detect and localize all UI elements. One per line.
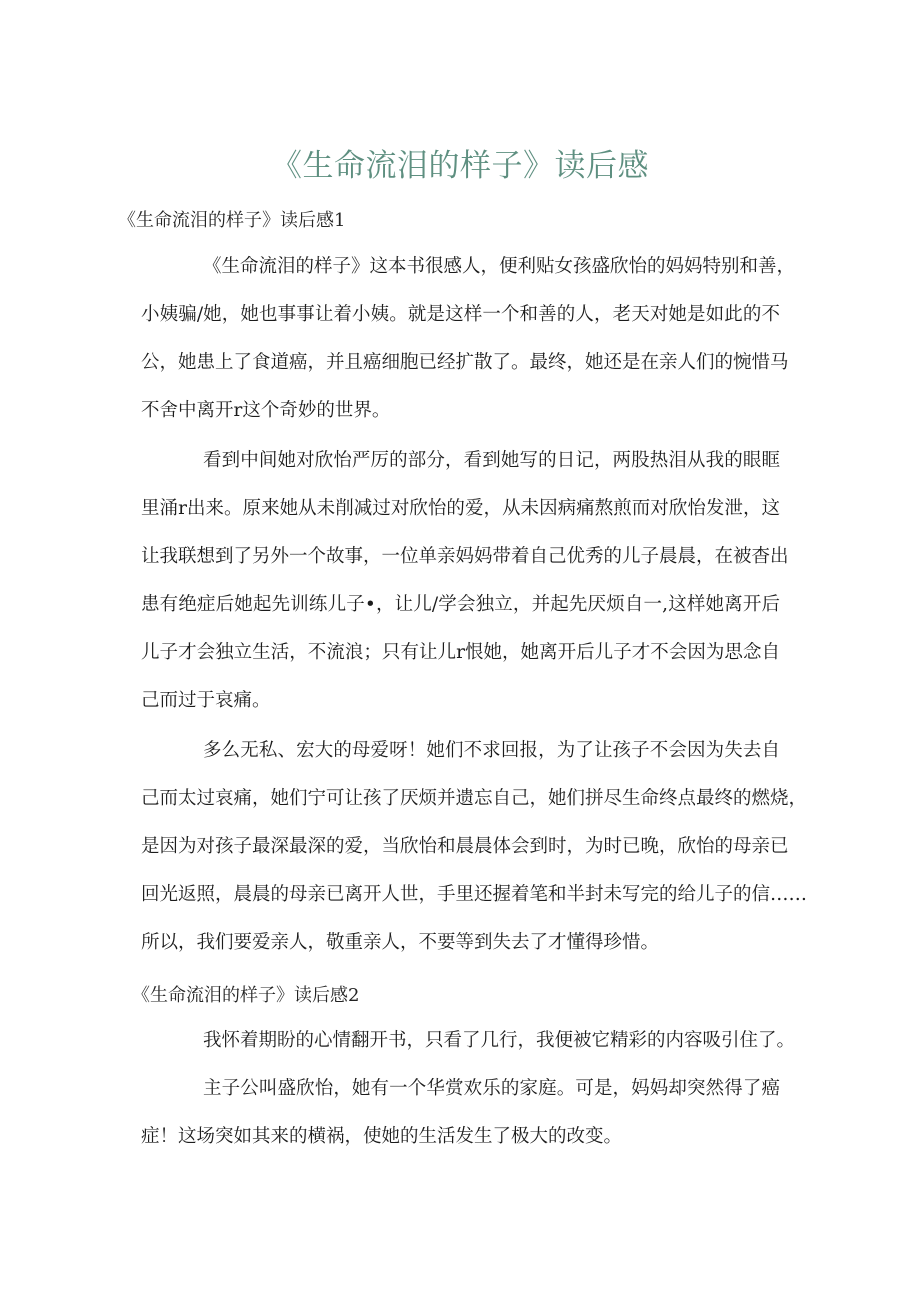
paragraph-line: 症！这场突如其来的横祸，使她的生活发生了极大的改变。 bbox=[141, 1126, 623, 1147]
paragraph-line: 里涌r出来。原来她从未削减过对欣怡的爱，从未因病痛熬煎而对欣怡发泄，这 bbox=[141, 498, 780, 519]
document-title: 《生命流泪的样子》读后感 bbox=[271, 148, 649, 184]
paragraph-line: 己而太过哀痛，她们宁可让孩了厌烦并遗忘自己，她们拼尽生命终点最终的燃烧， bbox=[141, 788, 808, 809]
section-2-heading: 《生命流泪的样子》读后感2 bbox=[132, 985, 360, 1006]
paragraph-line: 让我联想到了另外一个故事，一位单亲妈妈带着自己优秀的儿子晨晨，在被杳出 bbox=[141, 546, 789, 567]
paragraph-line: 不舍中离开r这个奇妙的世界。 bbox=[141, 400, 391, 421]
paragraph-line: 儿子才会独立生活，不流浪；只有让儿r恨她，她离开后儿子才不会因为思念自 bbox=[141, 642, 780, 663]
paragraph-line: 看到中间她对欣怡严厉的部分，看到她写的日记，两股热泪从我的眼眶 bbox=[203, 450, 780, 471]
paragraph-line: 公，她患上了食道癌，并且癌细胞已经扩散了。最终，她还是在亲人们的惋惜马 bbox=[141, 352, 789, 373]
paragraph-line: 所以，我们要爱亲人，敬重亲人，不要等到失去了才懂得珍惜。 bbox=[141, 932, 660, 953]
paragraph-line: 患有绝症后她起先训练儿子•，让儿/学会独立，并起先厌烦自一,这样她离开后 bbox=[141, 594, 780, 615]
paragraph-line: 回光返照，晨晨的母亲已离开人世，手里还握着笔和半封未写完的给儿子的信…… bbox=[141, 884, 808, 905]
paragraph-line: 小姨骗/她，她也事事让着小姨。就是这样一个和善的人，老天对她是如此的不 bbox=[141, 304, 780, 325]
paragraph-line: 主子公叫盛欣怡，她有一个华赏欢乐的家庭。可是，妈妈却突然得了癌 bbox=[203, 1078, 780, 1099]
paragraph-line: 《生命流泪的样子》这本书很感人，便利贴女孩盛欣怡的妈妈特别和善， bbox=[203, 256, 796, 277]
paragraph-line: 多么无私、宏大的母爱呀！她们不求回报，为了让孩子不会因为失去自 bbox=[203, 740, 780, 761]
section-1-heading: 《生命流泪的样子》读后感1 bbox=[118, 210, 346, 231]
paragraph-line: 己而过于哀痛。 bbox=[141, 690, 271, 711]
paragraph-line: 我怀着期盼的心情翻开书，只看了几行，我便被它精彩的内容吸引住了。 bbox=[203, 1030, 796, 1051]
paragraph-line: 是因为对孩子最深最深的爱，当欣怡和晨晨体会到时，为时已晚，欣怡的母亲已 bbox=[141, 836, 789, 857]
